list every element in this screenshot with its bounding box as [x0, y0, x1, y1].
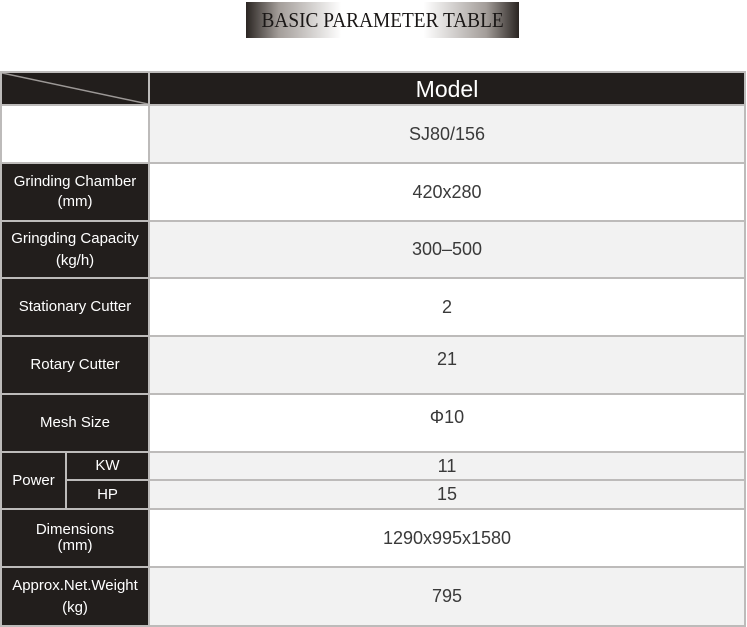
row-label-net-weight — [2, 568, 148, 625]
power-hp-label: HP — [67, 481, 148, 508]
table-title: BASIC PARAMETER TABLE — [261, 7, 504, 32]
label-unit: (mm) — [57, 537, 93, 554]
model-header: Model — [150, 73, 744, 104]
power-kw-value: 11 — [150, 453, 744, 479]
row-label-stationary-cutter: Stationary Cutter — [2, 279, 148, 335]
header-blank-cell — [2, 106, 148, 162]
label-unit: (kg/h) — [55, 251, 95, 269]
row-value-rotary-cutter: 21 — [150, 337, 744, 393]
label-unit: (mm) — [57, 193, 93, 210]
label-line: Grinding Chamber — [13, 173, 137, 190]
table-title-banner — [246, 2, 519, 38]
row-label-grinding-capacity — [2, 222, 148, 277]
model-value: SJ80/156 — [150, 106, 744, 162]
row-value-grinding-capacity: 300–500 — [150, 222, 744, 277]
diagonal-divider — [2, 73, 148, 104]
row-value-dimensions: 1290x995x1580 — [150, 510, 744, 566]
row-label-mesh-size: Mesh Size — [2, 395, 148, 451]
power-hp-value: 15 — [150, 481, 744, 508]
row-label-grinding-chamber — [2, 164, 148, 220]
label-line: Approx.Net.Weight — [12, 576, 138, 594]
label-unit: (kg) — [62, 598, 88, 616]
row-value-net-weight: 795 — [150, 568, 744, 625]
row-label-dimensions — [2, 510, 148, 566]
label-line: Gringding Capacity — [11, 229, 139, 247]
row-value-stationary-cutter: 2 — [150, 279, 744, 335]
label-line: Dimensions — [35, 521, 115, 538]
row-label-rotary-cutter: Rotary Cutter — [2, 337, 148, 393]
header-corner-cell — [2, 73, 148, 104]
row-label-power: Power — [2, 453, 65, 508]
row-value-mesh-size: Φ10 — [150, 395, 744, 451]
parameter-table — [0, 71, 746, 627]
row-value-grinding-chamber: 420x280 — [150, 164, 744, 220]
power-kw-label: KW — [67, 453, 148, 479]
